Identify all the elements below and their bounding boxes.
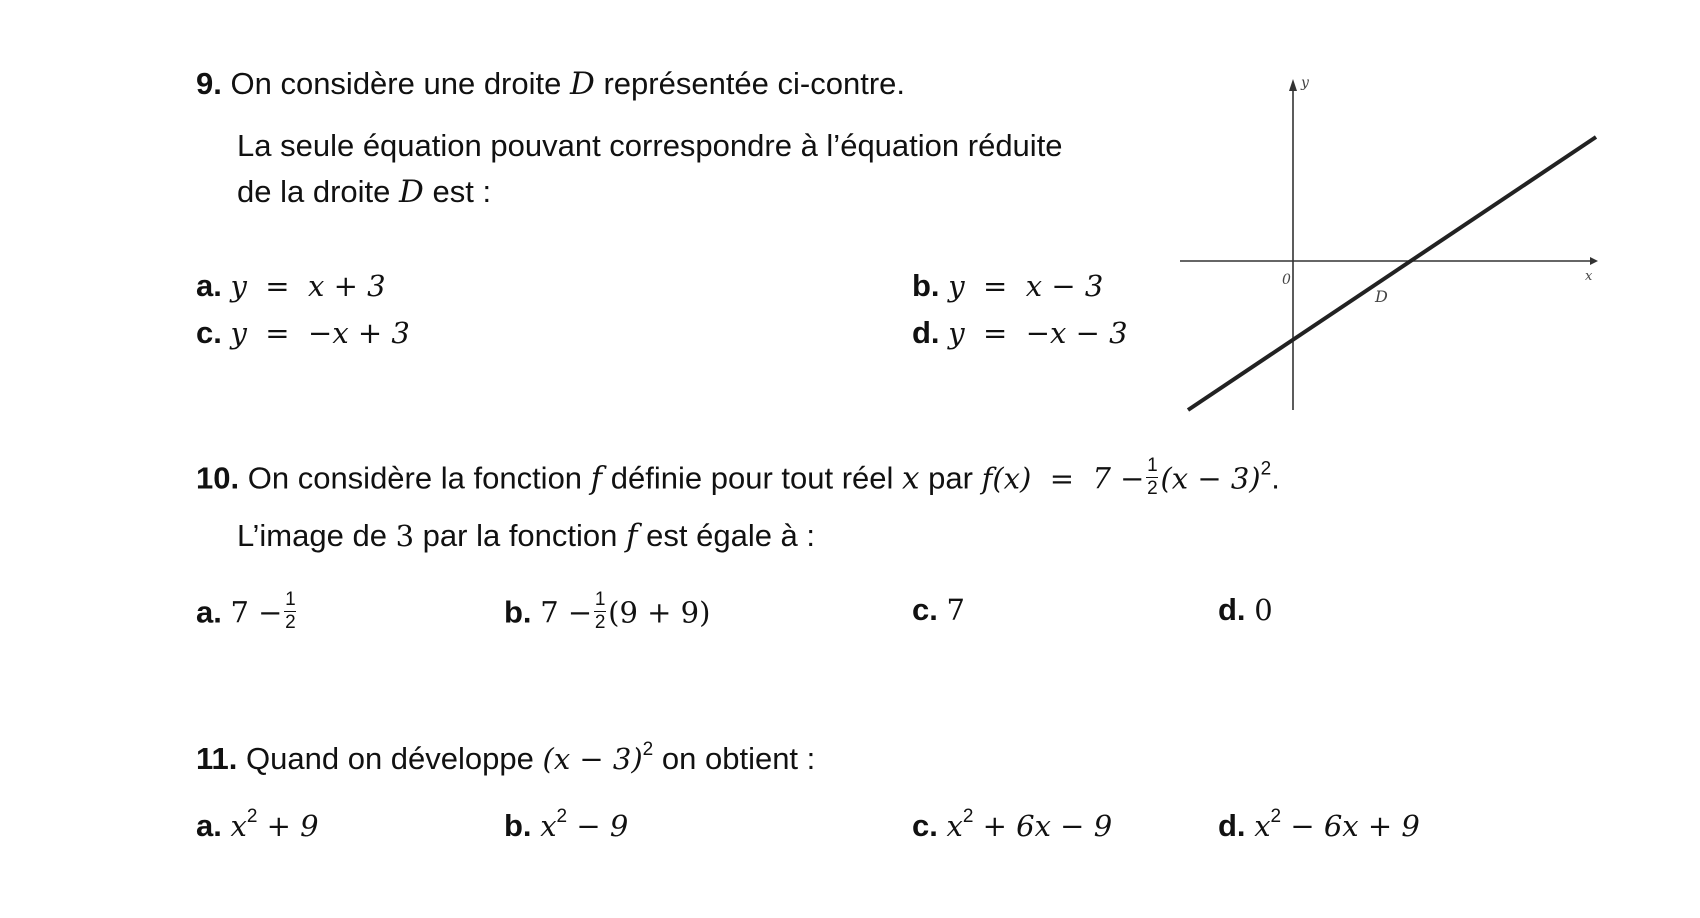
q10-text: On considère la fonction <box>247 460 583 496</box>
q10-text: définie pour tout réel <box>610 460 894 496</box>
q9-line3 <box>237 174 491 210</box>
q9-var-d: D <box>399 174 424 210</box>
q10-exponent: 2 <box>1260 458 1272 480</box>
option-label: c. <box>912 592 938 627</box>
option-expr: 0 <box>1254 593 1273 627</box>
fraction-denominator: 2 <box>1147 478 1158 499</box>
fraction-denominator: 2 <box>285 612 296 633</box>
q10-option-a[interactable] <box>196 589 298 637</box>
option-exponent: 2 <box>246 806 258 827</box>
option-label: c. <box>912 808 938 843</box>
q10-option-c[interactable] <box>912 592 965 628</box>
q10-option-d[interactable] <box>1218 592 1273 628</box>
q10-text: par <box>928 460 973 496</box>
line-d <box>1188 137 1596 410</box>
option-expr: y = x − 3 <box>948 269 1104 303</box>
option-expr: 7 <box>946 593 965 627</box>
option-expr: 7 − <box>230 595 283 630</box>
q10-formula-lhs: f(x) = 7 − <box>981 461 1145 496</box>
q11-text: on obtient : <box>661 741 816 776</box>
option-label: b. <box>504 594 532 630</box>
q9-option-b[interactable] <box>912 268 1103 304</box>
fraction-denominator: 2 <box>594 612 606 633</box>
option-expr: y = −x + 3 <box>230 316 410 350</box>
q10-text: est égale à : <box>646 518 816 553</box>
option-base: x <box>230 809 247 843</box>
fraction-numerator: 1 <box>285 589 296 610</box>
q9-text: est : <box>432 174 492 209</box>
q10-option-b[interactable] <box>504 589 711 637</box>
q10-text: par la fonction <box>422 518 618 553</box>
option-label: c. <box>196 315 222 350</box>
option-exponent: 2 <box>962 806 974 827</box>
q9-number: 9. <box>196 66 222 101</box>
q9-text: On considère une droite <box>230 66 562 101</box>
option-label: a. <box>196 808 222 843</box>
q9-var-d: D <box>569 66 595 102</box>
line-d-label: D <box>1375 287 1388 306</box>
q10-period: . <box>1271 460 1280 496</box>
option-expr: + 6x − 9 <box>973 809 1113 843</box>
option-exponent: 2 <box>1270 806 1282 827</box>
option-exponent: 2 <box>556 806 568 827</box>
option-expr: y = −x − 3 <box>948 316 1128 350</box>
option-label: d. <box>1218 592 1246 627</box>
fraction-numerator: 1 <box>594 589 606 610</box>
q10-text: L’image de <box>237 518 387 553</box>
y-axis-label: y <box>1301 75 1309 91</box>
q9-option-d[interactable] <box>912 315 1128 351</box>
option-base: x <box>1254 809 1271 843</box>
q10-statement <box>196 455 1280 503</box>
q11-number: 11. <box>196 741 238 776</box>
option-expr: y = x + 3 <box>230 269 386 303</box>
option-base: x <box>540 809 557 843</box>
q10-number: 10. <box>196 460 240 496</box>
q10-formula-rhs: (x − 3) <box>1160 461 1261 496</box>
q11-option-d[interactable] <box>1218 808 1420 844</box>
line-d-graph <box>1180 65 1600 415</box>
option-label: b. <box>912 268 940 303</box>
q11-option-a[interactable] <box>196 808 319 844</box>
q11-statement <box>196 741 815 777</box>
q9-text: de la droite <box>237 174 391 209</box>
fraction-numerator: 1 <box>1147 455 1158 476</box>
q11-option-c[interactable] <box>912 808 1112 844</box>
q9-statement <box>196 66 905 102</box>
q10-var-f: f <box>590 460 603 497</box>
x-axis-label: x <box>1585 269 1593 284</box>
option-label: a. <box>196 268 222 303</box>
origin-label: 0 <box>1282 272 1291 288</box>
q10-value: 3 <box>395 519 415 553</box>
q9-text: représentée ci-contre. <box>603 66 906 101</box>
q11-exponent: 2 <box>642 739 654 760</box>
q10-line2 <box>237 518 815 554</box>
option-label: a. <box>196 594 222 630</box>
q9-option-a[interactable] <box>196 268 386 304</box>
option-expr: (9 + 9) <box>608 595 711 630</box>
q11-option-b[interactable] <box>504 808 628 844</box>
y-axis-arrow-icon <box>1289 79 1297 91</box>
option-base: x <box>946 809 963 843</box>
q10-fraction <box>1146 455 1158 500</box>
q11-expr: (x − 3) <box>542 742 643 776</box>
option-label: d. <box>1218 808 1246 843</box>
option-fraction <box>594 589 606 634</box>
option-expr: + 9 <box>257 809 319 843</box>
q10-var-f: f <box>626 518 638 554</box>
option-fraction <box>284 589 296 634</box>
option-expr: − 9 <box>567 809 629 843</box>
option-label: d. <box>912 315 940 350</box>
x-axis-arrow-icon <box>1590 257 1598 265</box>
q9-option-c[interactable] <box>196 315 410 351</box>
q9-line2: La seule équation pouvant correspondre à l’équation réduite <box>237 128 1063 163</box>
option-label: b. <box>504 808 532 843</box>
option-expr: 7 − <box>540 595 593 630</box>
option-expr: − 6x + 9 <box>1281 809 1420 843</box>
q11-text: Quand on développe <box>246 741 534 776</box>
q10-var-x: x <box>902 460 920 497</box>
